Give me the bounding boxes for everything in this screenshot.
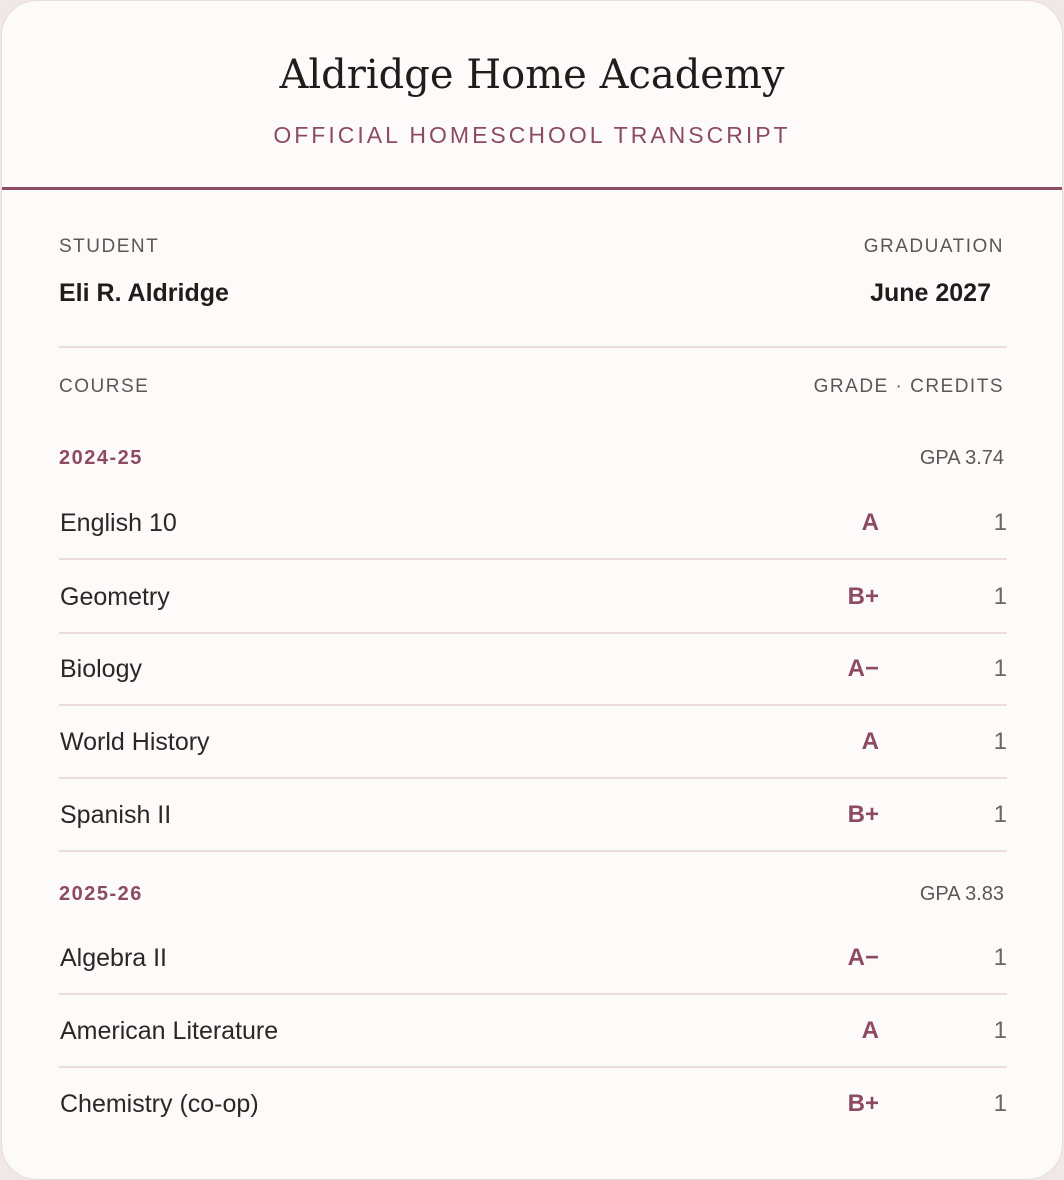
year-gpa: GPA 3.83 xyxy=(919,883,1004,905)
transcript-header xyxy=(2,1,1062,190)
course-credits: 1 xyxy=(993,583,1007,610)
course-credits: 1 xyxy=(993,1090,1007,1117)
student-name: Eli R. Aldridge xyxy=(59,279,229,307)
course-row xyxy=(59,778,1007,852)
year-gpa: GPA 3.74 xyxy=(919,447,1004,469)
course-grade: A xyxy=(861,1017,879,1044)
course-credits: 1 xyxy=(993,1017,1007,1044)
course-grade: A xyxy=(861,728,879,755)
transcript-card xyxy=(1,0,1063,1180)
course-credits: 1 xyxy=(993,728,1007,755)
student-label: STUDENT xyxy=(59,236,160,257)
course-row xyxy=(59,994,1007,1068)
course-name: American Literature xyxy=(60,1017,279,1045)
course-grade: A− xyxy=(847,655,879,682)
divider xyxy=(59,346,1007,348)
course-row xyxy=(59,560,1007,634)
document-subtitle: OFFICIAL HOMESCHOOL TRANSCRIPT xyxy=(273,122,791,148)
course-row xyxy=(59,921,1007,995)
course-name: Geometry xyxy=(60,583,170,611)
course-grade: A− xyxy=(847,944,879,971)
column-header-course: COURSE xyxy=(59,376,150,397)
course-grade: B+ xyxy=(847,801,879,828)
course-row xyxy=(59,705,1007,779)
graduation-date: June 2027 xyxy=(870,279,991,307)
course-credits: 1 xyxy=(993,944,1007,971)
course-credits: 1 xyxy=(993,509,1007,536)
course-name: World History xyxy=(60,728,210,756)
course-credits: 1 xyxy=(993,655,1007,682)
course-name: Chemistry (co-op) xyxy=(60,1090,259,1118)
school-name: Aldridge Home Academy xyxy=(279,52,785,98)
course-row xyxy=(59,1067,1007,1141)
course-row xyxy=(59,632,1007,706)
graduation-label: GRADUATION xyxy=(863,236,1004,257)
course-name: English 10 xyxy=(60,509,177,537)
year-heading: 2025-26 xyxy=(59,883,143,905)
course-grade: B+ xyxy=(847,583,879,610)
course-credits: 1 xyxy=(993,801,1007,828)
course-name: Biology xyxy=(60,655,142,683)
course-name: Spanish II xyxy=(60,801,172,829)
course-grade: B+ xyxy=(847,1090,879,1117)
column-header-grade-credits: GRADE · CREDITS xyxy=(813,376,1004,397)
course-name: Algebra II xyxy=(60,944,168,972)
course-row xyxy=(59,486,1007,560)
course-grade: A xyxy=(861,509,879,536)
year-heading: 2024-25 xyxy=(59,447,143,469)
